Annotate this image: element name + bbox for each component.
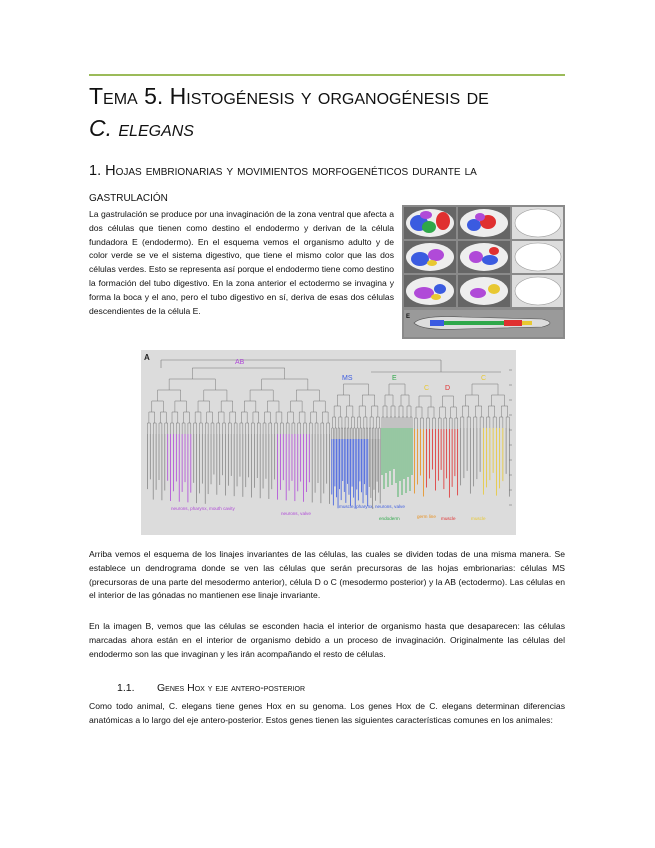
- bottom-label-ab: neurons, pharynx, mouth cavity: [171, 506, 235, 511]
- figure-e-letter: E: [406, 314, 411, 320]
- embryo-figure: [402, 205, 565, 339]
- paragraph-hox: Como todo animal, C. elegans tiene genes Hox en su genoma. Los genes Hox de C. elegans determinan diferencias anatómicas a lo largo del eje antero-posterior. Estos genes tienen las siguientes características comunes en los animales:: [89, 701, 565, 725]
- paragraph-gastrulation: La gastrulación se produce por una invaginación de la zona ventral que afecta a dos células que tienen como destino el endodermo y derivan de la célula fundadora E (endodermo). En el esquema vemos el organismo adulto y de color verde se ve el sistema digestivo, que tiene el mismo color que las dos células verdes. Esto se representa así porque el endodermo tiene como destino la formación del tubo digestivo. En la zona anterior el ectodermo se invagina y forma la boca y el ano, pero el tubo digestivo en sí, deriva de esas dos células descendientes de la célula E.: [89, 209, 394, 316]
- label-c-2: C: [481, 375, 487, 382]
- section-heading-1: [89, 158, 569, 210]
- bottom-label-d: muscle: [441, 516, 456, 521]
- title-line-2: C. elegans: [89, 115, 194, 141]
- label-c-1: C: [424, 385, 430, 392]
- bottom-label-ab-2: neurons, valve: [281, 511, 311, 516]
- label-e: E: [392, 375, 397, 382]
- subsection-title: Genes Hox y eje antero-posterior: [157, 682, 305, 694]
- subsection-number: 1.1.: [117, 682, 135, 694]
- subsection-heading: [117, 682, 305, 694]
- figure-a-letter: A: [144, 353, 150, 362]
- label-ms: MS: [342, 375, 353, 382]
- lineage-dendrogram: [141, 350, 516, 535]
- title-line-1: Tema 5. Histogénesis y organogénesis de: [89, 83, 489, 109]
- bottom-label-p: germ line: [417, 514, 436, 519]
- page-title: [89, 80, 569, 144]
- label-ab: AB: [235, 359, 245, 366]
- paragraph-image-b: En la imagen B, vemos que las células se esconden hacia el interior de organismo hasta que desaparecen: las células marcadas ahora están en el interior de organismo debido a un proceso de invaginación. Originalmente las células del endodermo son las que invaginan y les irán acompañando el resto de células.: [89, 621, 565, 659]
- section-heading-line-1: 1. Hojas embrionarias y movimientos morfogenéticos durante la: [89, 163, 477, 179]
- bottom-label-e: endoderm: [379, 516, 400, 521]
- title-rule: [89, 74, 565, 76]
- bottom-label-ms: muscle, pharynx, neurons, valve: [339, 504, 405, 509]
- paragraph-lineage: Arriba vemos el esquema de los linajes invariantes de las células, las cuales se dividen todas de una misma manera. Se establece un dendrograma donde se ven las células que serán precursoras de las hojas embrionarias: células MS (precursoras de una parte del mesodermo anterior), célula D o C (mesodermo posterior) y la AB (ectodermo). Las células en el interior de las gónadas no mantienen ese linaje invariante.: [89, 549, 565, 601]
- label-d: D: [445, 385, 451, 392]
- bottom-label-c: muscle: [471, 516, 486, 521]
- section-heading-line-2: gastrulación: [89, 189, 168, 205]
